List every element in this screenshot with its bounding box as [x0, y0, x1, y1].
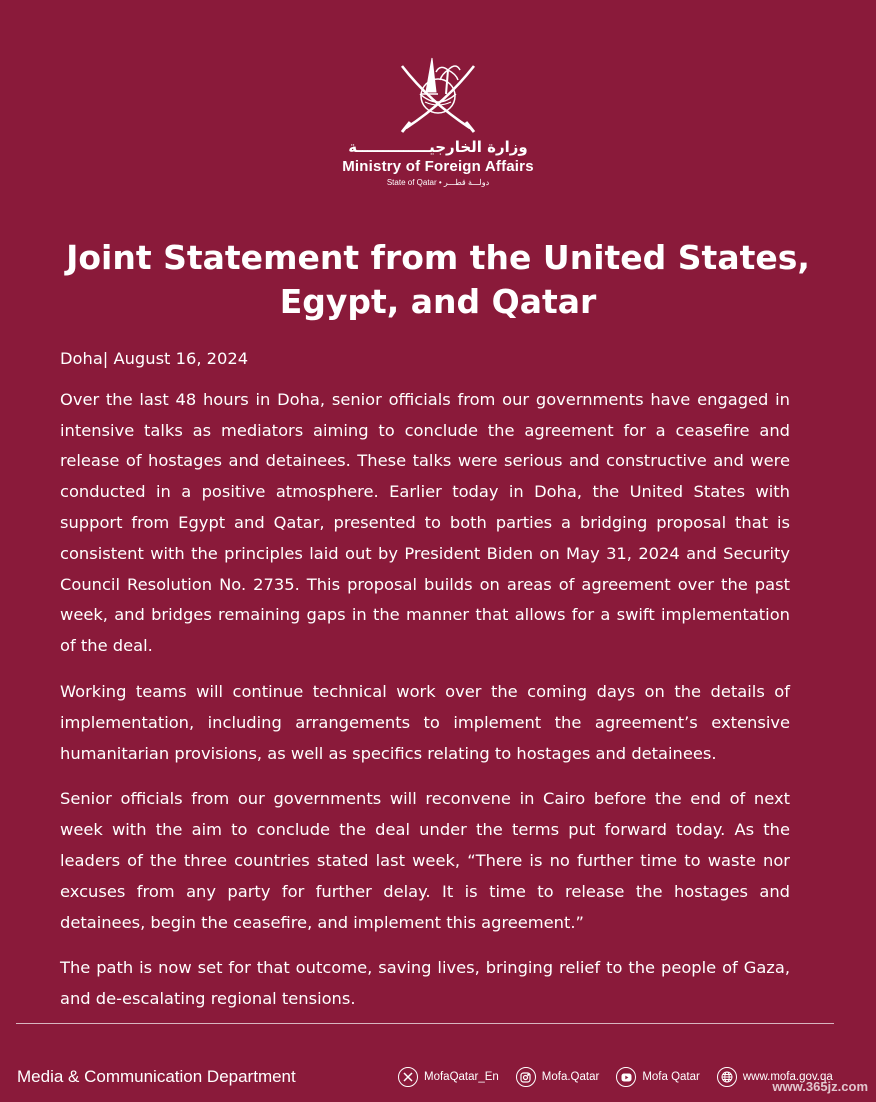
instagram-handle: Mofa.Qatar: [541, 1071, 600, 1083]
ministry-name: Ministry of Foreign Affairs: [342, 158, 534, 175]
qatar-emblem-icon: [396, 50, 480, 136]
paragraph-3: Senior officials from our governments will reconvene in Cairo before the end of next week with the aim to conclude the deal under the terms put forward today. As the leaders of the three countries stated last week, “There is no further time to waste nor excuses from any party for further delay. It is time to release the hostages and detainees, begin the ceasefire, and implement this agreement.”: [60, 789, 790, 932]
youtube-link[interactable]: [616, 1067, 700, 1087]
x-handle: MofaQatar_En: [424, 1071, 499, 1083]
x-link[interactable]: [398, 1067, 499, 1087]
globe-icon: [717, 1067, 737, 1087]
site-watermark: www.365jz.com: [772, 1079, 868, 1094]
statement-title: [40, 236, 836, 324]
title-line-1: Joint Statement from the United States,: [66, 238, 810, 277]
website-url: www.mofa.gov.qa: [742, 1071, 833, 1083]
x-icon: [398, 1067, 418, 1087]
state-of-qatar-line: State of Qatar • دولـــة قطـــر: [386, 178, 490, 187]
dateline: Doha| August 16, 2024: [60, 349, 249, 368]
instagram-icon: [516, 1067, 536, 1087]
youtube-icon: [616, 1067, 636, 1087]
paragraph-2: Working teams will continue technical work over the coming days on the details of implementation, including arrangements to implement the agreement’s extensive humanitarian provisions, as well as specifics relating to hostages and detainees.: [60, 681, 790, 763]
footer-divider: [16, 1023, 834, 1024]
instagram-link[interactable]: [516, 1067, 600, 1087]
statement-body: [60, 344, 790, 1030]
paragraph-4: The path is now set for that outcome, saving lives, bringing relief to the people of Gaza, and de-escalating regional tensions.: [60, 958, 790, 1009]
youtube-handle: Mofa Qatar: [642, 1071, 700, 1083]
ministry-name-arabic: وزارة الخارجيــــــــــــــة: [348, 138, 528, 156]
title-line-2: Egypt, and Qatar: [279, 282, 597, 321]
department-name: Media & Communication Department: [17, 1067, 296, 1086]
ministry-logo: [0, 50, 876, 187]
paragraph-1: Over the last 48 hours in Doha, senior officials from our governments have engaged in intensive talks as mediators aiming to conclude the agreement for a ceasefire and release of hostages and detainees. These talks were serious and constructive and were conducted in a positive atmosphere. Earlier today in Doha, the United States with support from Egypt and Qatar, presented to both parties a bridging proposal that is consistent with the principles laid out by President Biden on May 31, 2024 and Security Council Resolution No. 2735. This proposal builds on areas of agreement over the past week, and bridges remaining gaps in the manner that allows for a swift implementation of the deal.: [60, 389, 790, 656]
social-links: [398, 1065, 833, 1089]
